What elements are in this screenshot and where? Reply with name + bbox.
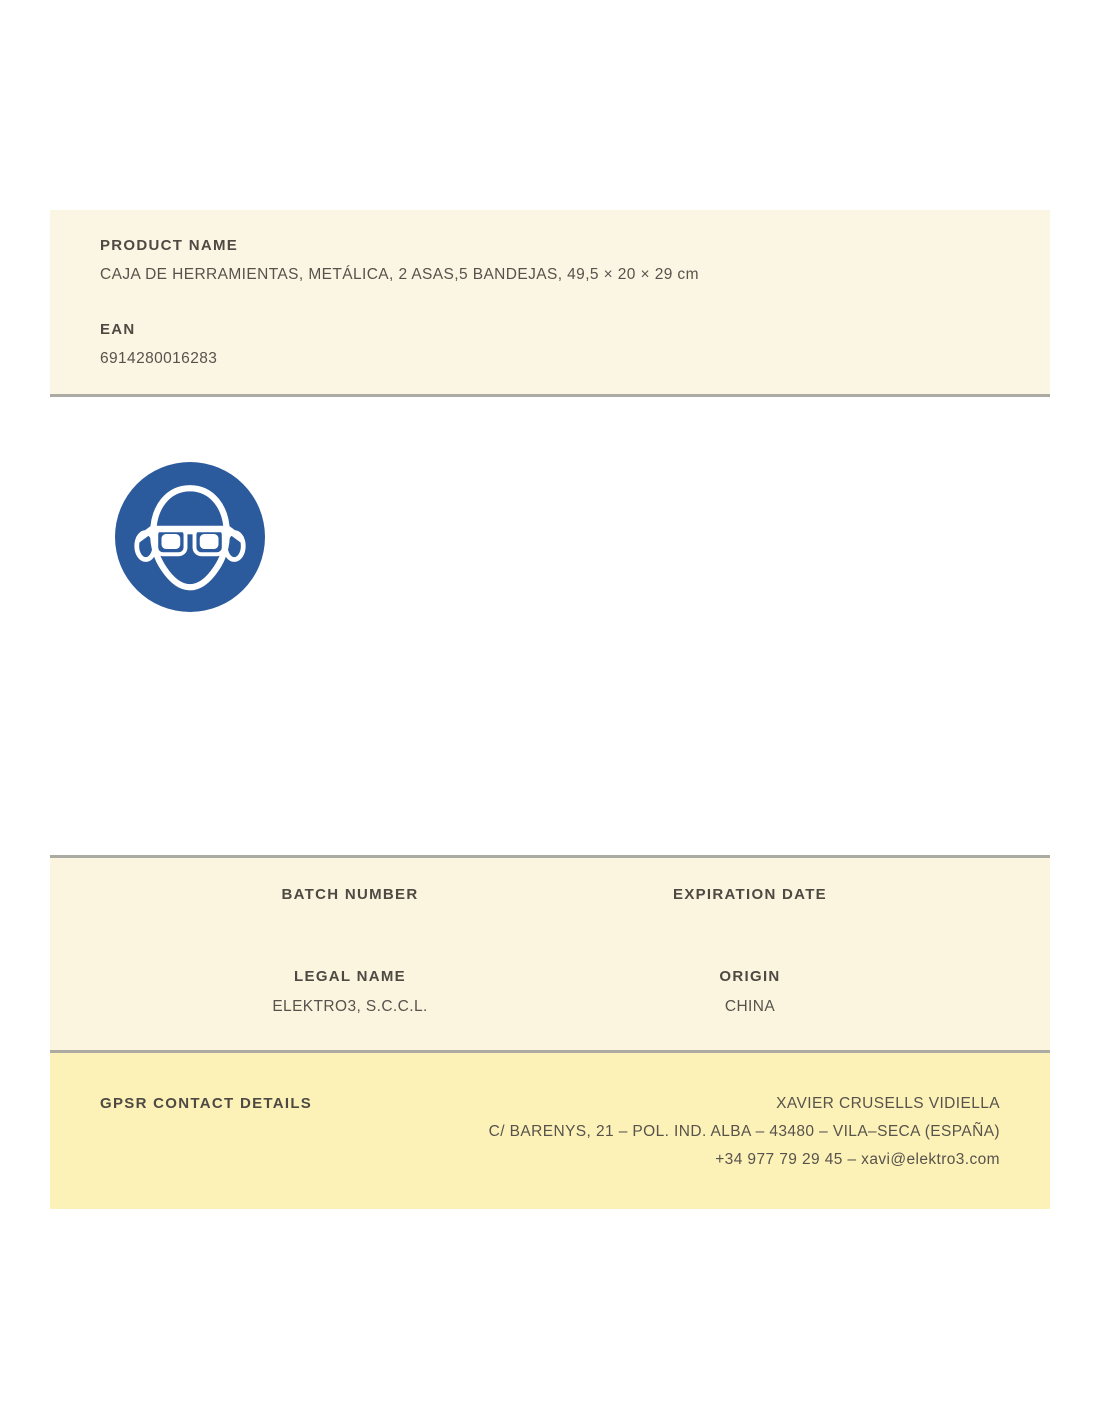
origin-label: ORIGIN [719, 967, 781, 985]
gpsr-contact-name: XAVIER CRUSELLS VIDIELLA [776, 1095, 1000, 1112]
gpsr-contact-block [489, 1090, 1000, 1174]
gpsr-contact-address: C/ BARENYS, 21 – POL. IND. ALBA – 43480 – VILA–SECA (ESPAÑA) [488, 1123, 1000, 1140]
batch-number-label: BATCH NUMBER [281, 886, 419, 903]
expiration-date-cell [550, 886, 950, 915]
expiration-date-label: EXPIRATION DATE [673, 886, 827, 903]
legal-name-cell [150, 968, 550, 1016]
product-name-value: CAJA DE HERRAMIENTAS, METÁLICA, 2 ASAS,5 BANDEJAS, 49,5 × 20 × 29 cm [100, 265, 699, 283]
ean-block [100, 321, 1000, 368]
legal-name-value: ELEKTRO3, S.C.C.L. [272, 997, 428, 1015]
ean-label: EAN [100, 321, 136, 339]
details-row-1 [150, 886, 950, 915]
wear-eye-protection-icon [115, 462, 265, 612]
origin-value: CHINA [724, 997, 776, 1015]
details-panel [50, 855, 1050, 1053]
details-row-2 [150, 968, 950, 1016]
gpsr-title: GPSR CONTACT DETAILS [100, 1095, 313, 1112]
ean-value: 6914280016283 [100, 349, 218, 367]
product-panel [50, 210, 1050, 397]
batch-number-cell [150, 886, 550, 915]
origin-cell [550, 968, 950, 1016]
legal-name-label: LEGAL NAME [294, 967, 406, 985]
product-name-label: PRODUCT NAME [100, 237, 239, 254]
gpsr-panel [50, 1053, 1050, 1209]
gpsr-contact-phone-email: +34 977 79 29 45 – xavi@elektro3.com [715, 1151, 1000, 1168]
